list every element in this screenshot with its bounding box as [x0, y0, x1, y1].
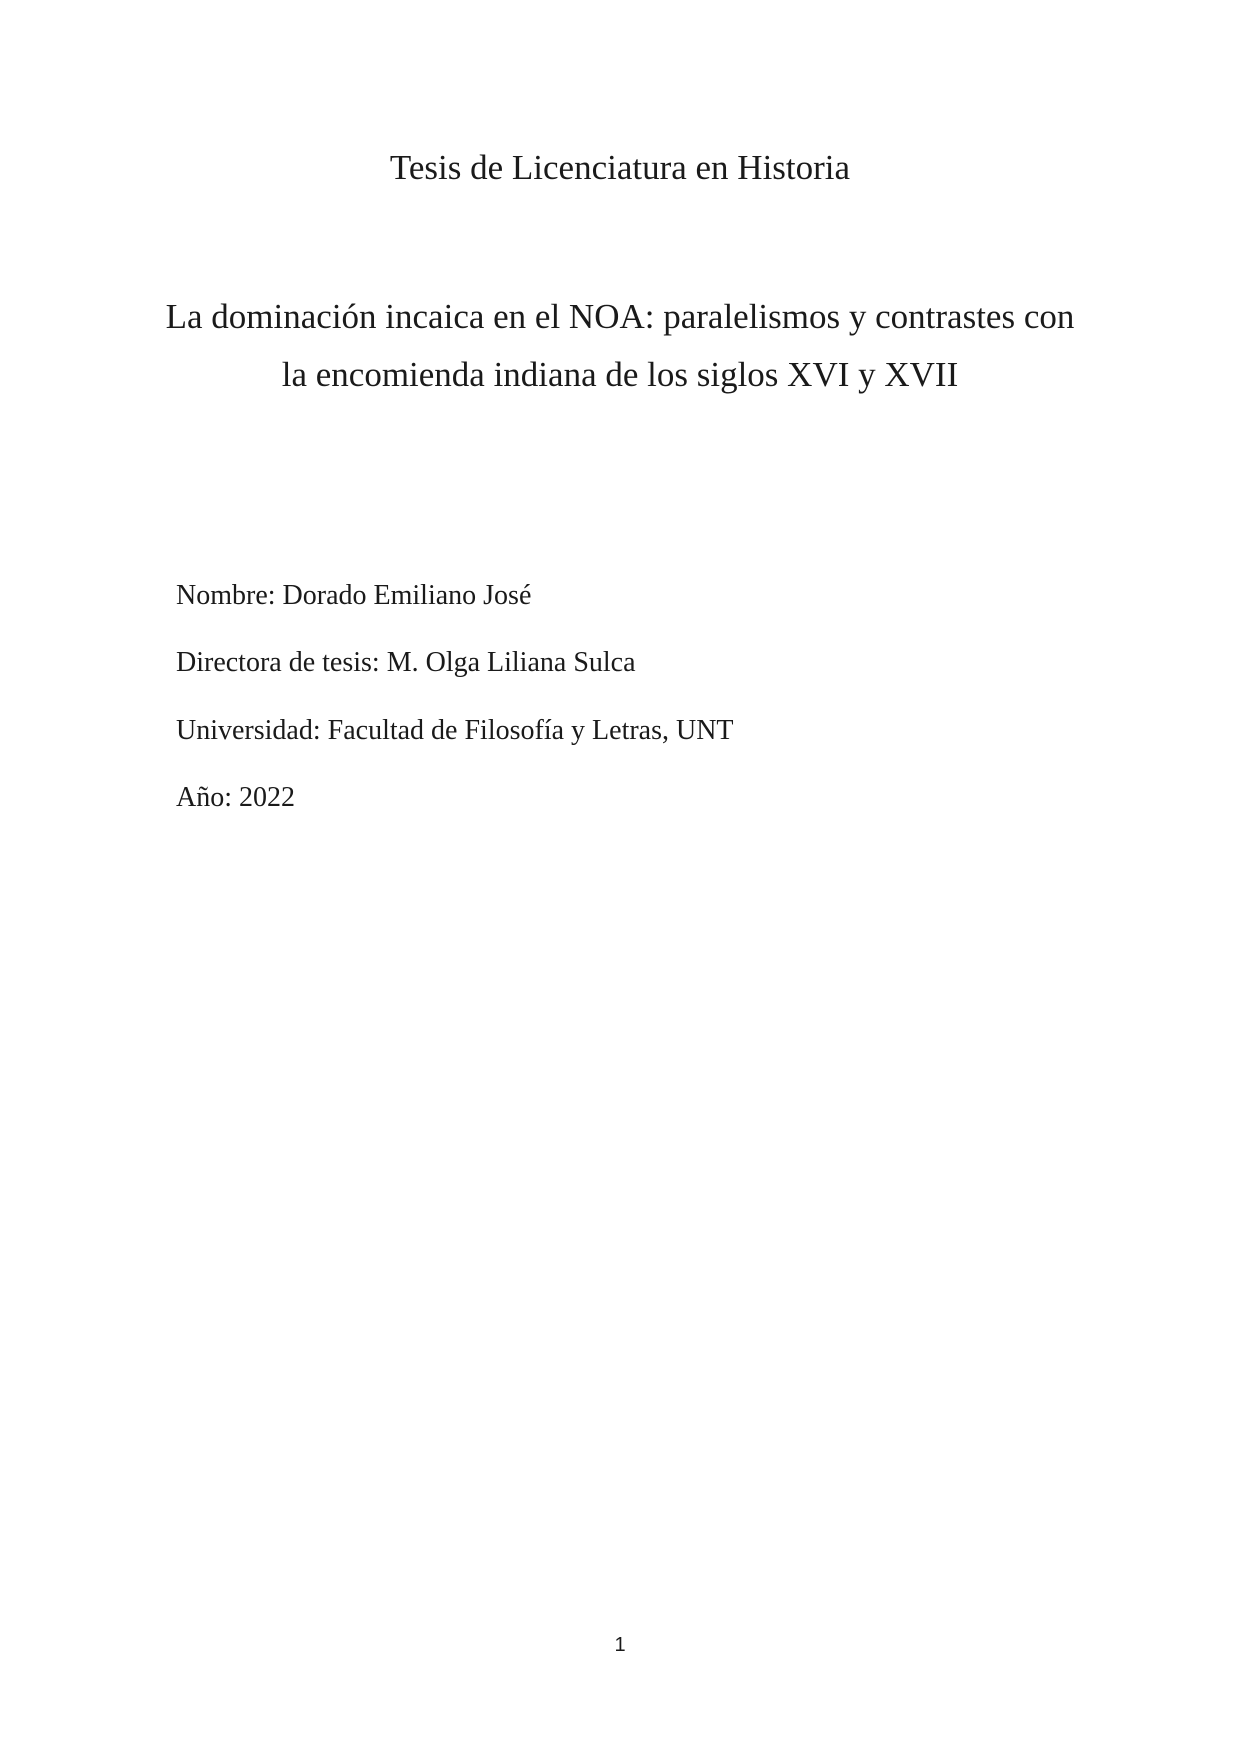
year: Año: 2022 — [176, 782, 295, 813]
degree-heading: Tesis de Licenciatura en Historia — [389, 148, 851, 187]
university: Universidad: Facultad de Filosofía y Letras, UNT — [176, 715, 734, 746]
thesis-title-line-1: La dominación incaica en el NOA: paralelismos y contrastes con — [165, 297, 1075, 336]
author-name: Nombre: Dorado Emiliano José — [176, 580, 532, 611]
thesis-title-line-2: la encomienda indiana de los siglos XVI y XVII — [281, 355, 959, 394]
page-number: 1 — [614, 1634, 626, 1656]
thesis-director: Directora de tesis: M. Olga Liliana Sulca — [176, 647, 636, 678]
